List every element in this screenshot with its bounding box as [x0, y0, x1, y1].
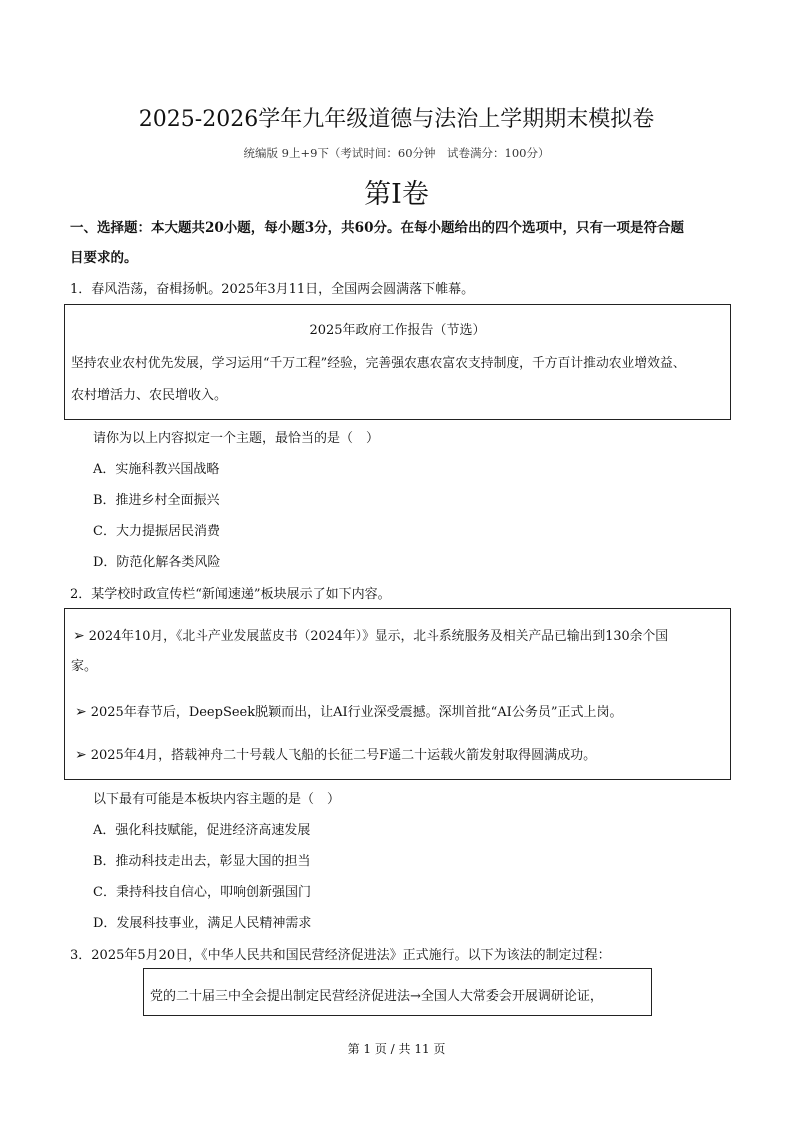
section-instructions: 一、选择题：本大题共20小题，每小题3分，共60分。在每小题给出的四个选项中，只有一项是符合题 — [70, 220, 684, 236]
q2-option-d: D．发展科技事业，满足人民精神需求 — [93, 916, 312, 931]
q1-box-title: 2025年政府工作报告（节选） — [309, 323, 486, 338]
arrow-bullet-icon: ➢ — [75, 704, 87, 720]
q1-box-line2: 农村增活力、农民增收入。 — [71, 388, 228, 403]
q1-option-b: B．推进乡村全面振兴 — [93, 493, 220, 508]
q2-option-c: C．秉持科技自信心，叩响创新强国门 — [93, 885, 311, 900]
q2-item1-text: 2024年10月，《北斗产业发展蓝皮书（2024年）》显示，北斗系统服务及相关产品已输出到130余个国 — [88, 629, 669, 644]
q3-stem: 3．2025年5月20日，《中华人民共和国民营经济促进法》正式施行。以下为该法的制定过程： — [70, 948, 611, 963]
arrow-bullet-icon: ➢ — [73, 628, 85, 644]
q2-item1-cont: 家。 — [71, 659, 98, 674]
volume-heading: 第I卷 — [364, 179, 429, 210]
q2-item3-text: 2025年4月，搭载神舟二十号载人飞船的长征二号F遥二十运载火箭发射取得圆满成功。 — [90, 748, 597, 763]
page-title: 2025-2026学年九年级道德与法治上学期期末模拟卷 — [138, 107, 655, 132]
q2-item2 — [75, 701, 622, 720]
section-instructions-cont: 目要求的。 — [70, 250, 138, 266]
arrow-bullet-icon: ➢ — [75, 747, 87, 763]
q2-option-b: B．推动科技走出去，彰显大国的担当 — [93, 854, 311, 869]
q1-option-a: A．实施科教兴国战略 — [93, 462, 220, 477]
q2-option-a: A．强化科技赋能，促进经济高速发展 — [93, 823, 311, 838]
subtitle: 统编版 9上+9下（考试时间：60分钟 试卷满分：100分） — [243, 146, 550, 160]
page-footer: 第 1 页 / 共 11 页 — [347, 1042, 446, 1056]
q2-item3 — [75, 744, 596, 763]
q1-material-box — [64, 304, 731, 420]
q3-process-box — [143, 968, 652, 1016]
q2-prompt: 以下最有可能是本板块内容主题的是（ ） — [93, 792, 341, 807]
q1-prompt: 请你为以上内容拟定一个主题，最恰当的是（ ） — [93, 431, 380, 446]
q3-box-line1: 党的二十届三中全会提出制定民营经济促进法→全国人大常委会开展调研论证， — [150, 989, 603, 1004]
q1-option-c: C．大力提振居民消费 — [93, 524, 220, 539]
q2-item1 — [73, 625, 668, 644]
q1-option-d: D．防范化解各类风险 — [93, 555, 221, 570]
q2-news-box — [64, 608, 731, 780]
q2-item2-text: 2025年春节后，DeepSeek脱颖而出，让AI行业深受震撼。深圳首批“AI公务员”正式上岗。 — [90, 705, 623, 720]
q1-box-line1: 坚持农业农村优先发展，学习运用“千万工程”经验，完善强农惠农富农支持制度，千方百计推动农业增效益、 — [71, 356, 686, 371]
q2-stem: 2．某学校时政宣传栏“新闻速递”板块展示了如下内容。 — [70, 587, 391, 602]
q1-stem: 1．春风浩荡，奋楫扬帆。2025年3月11日，全国两会圆满落下帷幕。 — [70, 282, 475, 297]
